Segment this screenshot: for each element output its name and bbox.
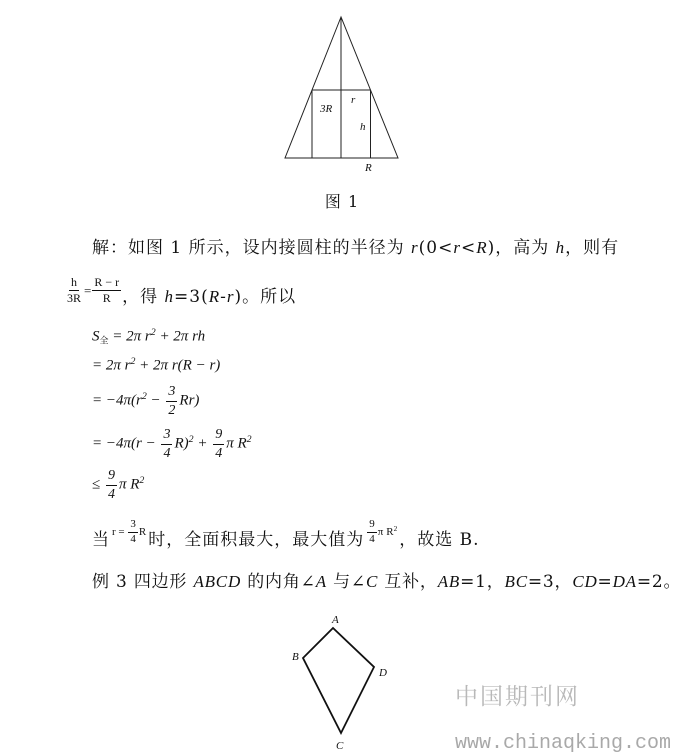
fraction-3-over-4 [128, 519, 138, 546]
equation-line-5 [92, 466, 144, 502]
math-variable: DA [612, 572, 637, 591]
math-variable: r [453, 238, 461, 257]
conclusion-text: 当 [92, 530, 110, 550]
example-text: 例 3 四边形 [92, 572, 194, 592]
math-text: ( [177, 357, 183, 374]
math-exponent: 2 [150, 327, 156, 338]
fraction-numerator: R − r [94, 275, 120, 290]
example-text: 互补， [378, 572, 438, 592]
math-text: ) [183, 435, 189, 452]
fraction-numerator: 3 [166, 384, 177, 401]
intro-text: 解：如图 1 所示，设内接圆柱的半径为 [92, 238, 412, 258]
label-h: h [360, 121, 366, 133]
inline-math-r-value [112, 519, 146, 546]
example-text: 与∠ [326, 572, 366, 592]
math-exponent: 2 [188, 434, 194, 445]
inline-math-max-value [366, 519, 397, 546]
math-text: + 2π [155, 328, 193, 345]
math-text: − [141, 435, 160, 452]
intro-text: ，则有 [565, 238, 620, 258]
math-variable: BC [504, 572, 528, 591]
math-variable: r [124, 357, 131, 374]
math-exponent: 2 [141, 391, 147, 402]
math-exponent: 2 [130, 356, 136, 367]
fraction-3-over-4 [161, 427, 172, 460]
math-text: = −4π( [92, 435, 137, 452]
fraction-denominator: 4 [163, 445, 171, 461]
math-variable: S [92, 328, 100, 345]
math-variable: A [315, 572, 327, 591]
derive-text: )。所以 [234, 287, 297, 307]
solution-intro-line [92, 237, 619, 259]
math-variable: Rr [179, 392, 195, 409]
fraction-numerator: 3 [161, 427, 172, 444]
math-text: = 2π [108, 328, 145, 345]
math-variable: r [171, 357, 178, 374]
label-R: R [365, 162, 372, 174]
example-text: =2。 [636, 572, 682, 592]
label-3R: 3R [320, 103, 333, 115]
math-variable: h [164, 287, 175, 306]
math-variable: R [130, 476, 140, 493]
math-variable: r [144, 328, 151, 345]
figure-1-caption: 图 1 [324, 192, 360, 211]
math-text: = −4π( [92, 392, 137, 409]
fraction-numerator: 9 [367, 519, 377, 533]
figure-2-quadrilateral-diagram [288, 608, 392, 754]
math-variable: R [237, 435, 247, 452]
math-variable: ABCD [193, 572, 242, 591]
fraction-3-over-2 [166, 384, 177, 417]
fraction-denominator: 3R [67, 291, 82, 305]
fraction-9-over-4 [367, 519, 377, 546]
math-variable: r [136, 392, 142, 409]
fraction-denominator: 4 [215, 445, 223, 461]
conclusion-text: 时，全面积最大，最大值为 [148, 530, 365, 550]
equals-sign: = [84, 283, 92, 298]
math-variable: AB [437, 572, 461, 591]
math-text: − [146, 392, 165, 409]
fraction-h-over-3R [65, 276, 83, 305]
math-exponent: 2 [393, 525, 398, 534]
math-variable: rh [192, 328, 206, 345]
fraction-denominator: 4 [369, 533, 375, 545]
fraction-denominator: R [102, 291, 111, 305]
math-text: ≤ [92, 476, 104, 493]
fraction-numerator: 3 [128, 519, 138, 533]
math-exponent: 2 [246, 434, 252, 445]
math-variable: r [209, 357, 216, 374]
math-text: ) [215, 357, 221, 374]
math-variable: R [208, 287, 221, 306]
math-variable: r [136, 435, 142, 452]
math-variable: R [476, 238, 488, 257]
math-variable: R [174, 435, 184, 452]
equation-line-4 [92, 425, 252, 461]
math-variable: r [226, 287, 235, 306]
math-text: − [191, 357, 210, 374]
derive-text: - [220, 287, 227, 307]
intro-text: (0< [418, 238, 454, 258]
vertex-label-C: C [336, 740, 344, 752]
fraction-denominator: 4 [107, 486, 115, 502]
math-variable: h [555, 238, 566, 257]
solution-derive-line [64, 275, 297, 315]
vertex-label-D: D [379, 667, 387, 679]
figure-1-cone-diagram [280, 10, 408, 182]
math-text: + [193, 435, 212, 452]
fraction-numerator: h [71, 275, 77, 290]
math-exponent: 2 [139, 475, 145, 486]
label-r: r [351, 94, 356, 106]
math-text: r = [112, 526, 128, 539]
example-text: 的内角∠ [241, 572, 316, 592]
math-variable: C [365, 572, 379, 591]
vertex-label-A: A [332, 614, 339, 626]
example-3-line [92, 571, 681, 593]
watermark-url: www.chinaqking.com [455, 732, 672, 755]
math-subscript: 全 [99, 336, 109, 347]
fraction-denominator: 2 [168, 402, 176, 418]
intro-text: < [460, 238, 477, 258]
math-variable: CD [572, 572, 598, 591]
fraction-numerator: 9 [106, 468, 117, 485]
solution-conclusion-line [92, 518, 480, 557]
math-text: ) [194, 392, 200, 409]
example-text: = [597, 572, 613, 592]
example-text: =3， [527, 572, 573, 592]
quadrilateral-outline [303, 628, 374, 733]
conclusion-text: ，故选 B. [399, 530, 480, 550]
math-text: π [377, 526, 384, 539]
vertex-label-B: B [292, 651, 299, 663]
example-text: =1， [460, 572, 505, 592]
equation-line-2 [92, 347, 220, 380]
fraction-R-minus-r-over-R [92, 276, 121, 305]
math-text: = 2π [92, 357, 125, 374]
math-text: + 2π [135, 357, 172, 374]
equation-line-3 [92, 382, 199, 418]
fraction-denominator: 4 [130, 533, 136, 545]
derive-text: ，得 [122, 287, 165, 307]
intro-text: )，高为 [487, 238, 556, 258]
fraction-numerator: 9 [213, 427, 224, 444]
watermark-site-name: 中国期刊网 [455, 684, 580, 710]
math-variable: R [386, 526, 394, 539]
fraction-9-over-4 [213, 427, 224, 460]
math-variable: r [411, 238, 419, 257]
math-text: π [118, 476, 131, 493]
fraction-9-over-4 [106, 468, 117, 501]
math-text: π [226, 435, 238, 452]
derive-text: =3( [174, 287, 209, 307]
math-variable: R [138, 526, 147, 539]
math-variable: R [182, 357, 192, 374]
